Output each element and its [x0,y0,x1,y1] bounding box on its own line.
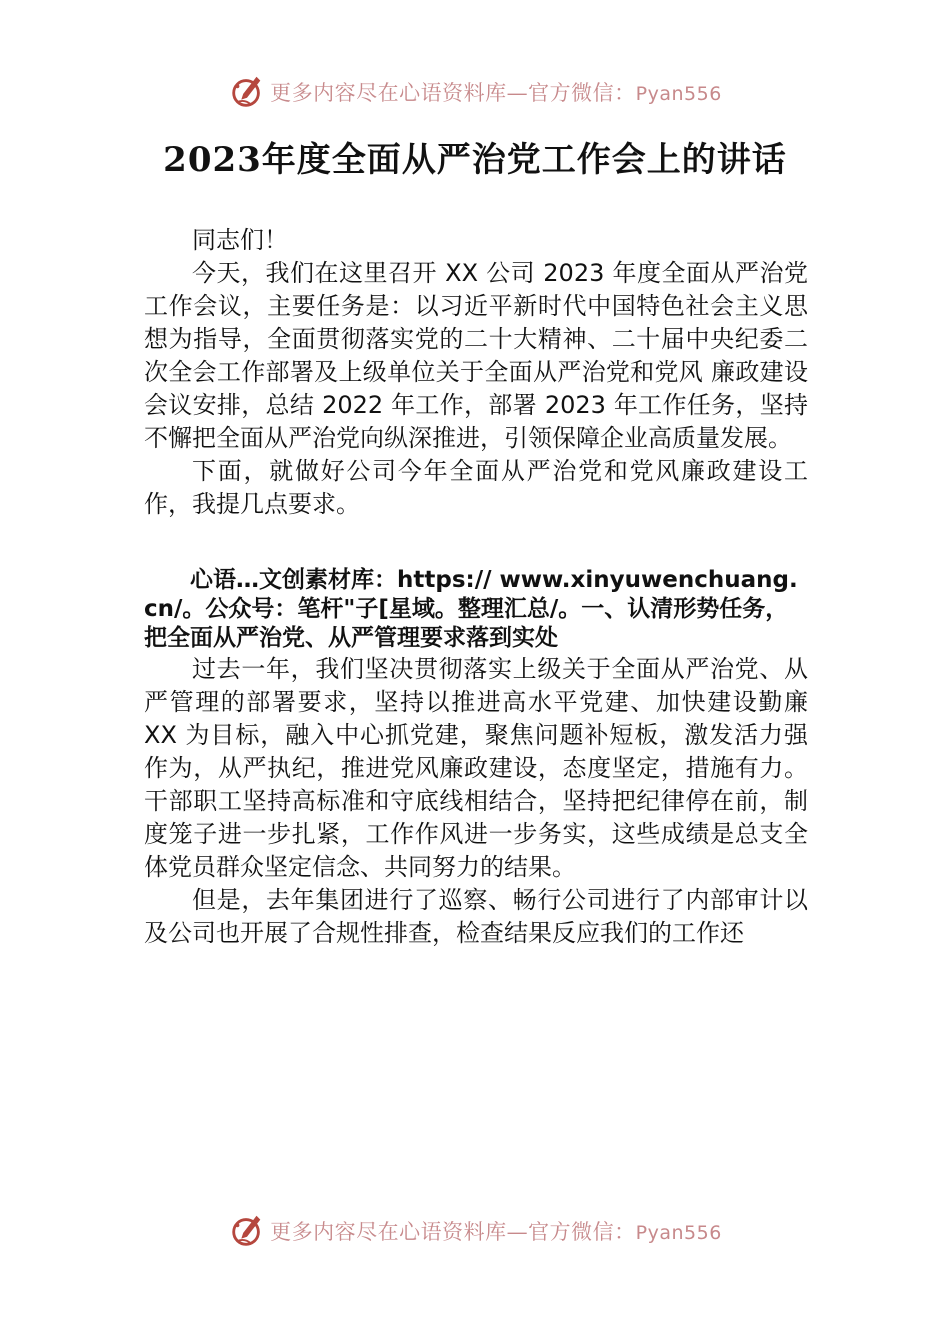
banner-text [270,1216,722,1246]
blank-line [144,521,808,554]
review-paragraph: 过去一年，我们坚决贯彻落实上级关于全面从严治党、从严管理的部署要求，坚持以推进高水平党建、加快建设勤廉 XX 为目标，融入中心抓党建，聚焦问题补短板，激发活力强作为，从严执纪，推进党风廉政建设，态度坚定，措施有力。干部职工坚持高标准和守底线相结合，坚持把纪律停在前，制度笼子进一步扎紧，工作作风进一步务实，这些成绩是总支全体党员群众坚定信念、共同努力的结果。 [144,655,808,881]
footer-banner [0,1209,950,1253]
banner-slogan: 更多内容尽在心语资料库—官方微信： [270,1220,636,1244]
document-body [144,224,808,950]
banner-wechat-id: Pyan556 [635,1222,722,1244]
pen-nib-logo-icon [228,1212,266,1250]
header-banner [0,70,950,114]
pen-nib-logo-icon [228,73,266,111]
issues-paragraph: 但是，去年集团进行了巡察、畅行公司进行了内部审计以及公司也开展了合规性排查，检查结果反应我们的工作还 [144,886,808,947]
document-title: 2023年度全面从严治党工作会上的讲话 [163,140,787,180]
salutation-paragraph: 同志们！ [192,226,288,254]
banner-slogan: 更多内容尽在心语资料库—官方微信： [270,81,636,105]
requirements-paragraph: 下面，就做好公司今年全面从严治党和党风廉政建设工作，我提几点要求。 [144,457,808,518]
section-heading: 心语…文创素材库：https:// www.xinyuwenchuang.cn/。公众号：笔杆"子[星域。整理汇总/。一、认清形势任务，把全面从严治党、从严管理要求落到实处 [144,567,798,651]
banner-text [270,77,722,107]
banner-wechat-id: Pyan556 [635,83,722,105]
intro-paragraph: 今天，我们在这里召开 XX 公司 2023 年度全面从严治党工作会议，主要任务是：以习近平新时代中国特色社会主义思想为指导，全面贯彻落实党的二十大精神、二十届中央纪委二次全会工作部署及上级单位关于全面从严治党和党风 廉政建设会议安排，总结 2022 年工作，部署 2023 年工作任务，坚持不懈把全面从严治党向纵深推进，引领保障企业高质量发展。 [144,259,808,452]
